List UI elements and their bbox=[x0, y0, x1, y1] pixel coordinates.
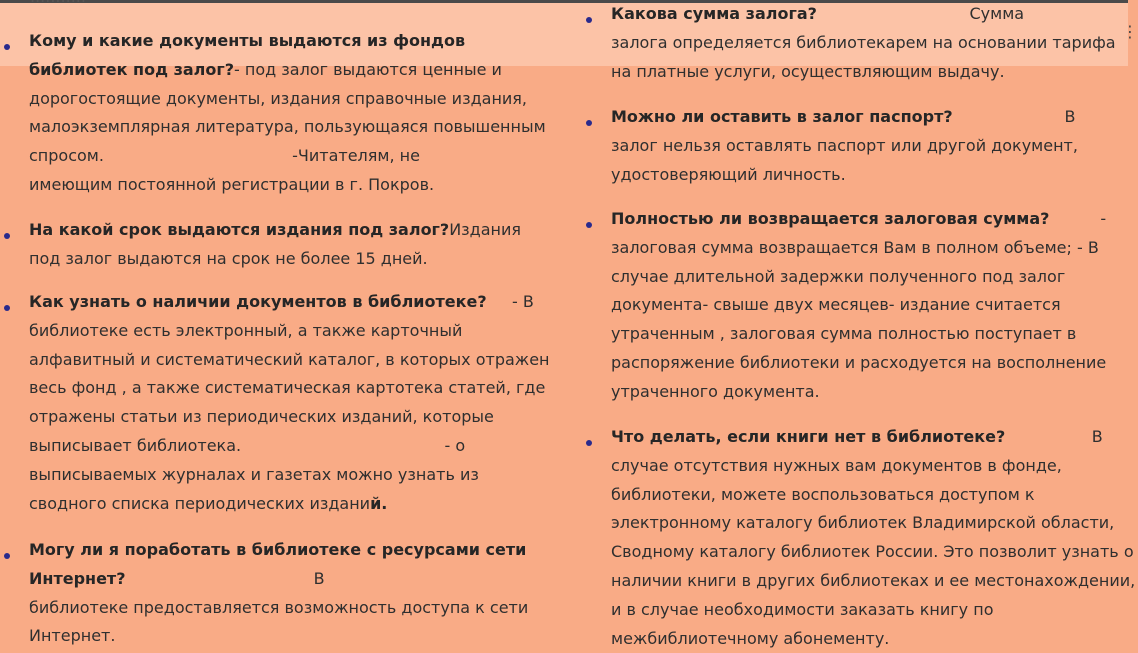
cropped-top-text bbox=[30, 0, 86, 6]
faq-line bbox=[611, 58, 1116, 87]
faq-answer: В bbox=[952, 107, 1076, 126]
faq-answer: малоэкземплярная литература, пользующаяся повышенным bbox=[29, 117, 546, 137]
faq-text bbox=[29, 216, 521, 274]
faq-line bbox=[29, 85, 546, 114]
faq-answer: - bbox=[1049, 209, 1107, 228]
faq-answer: имеющим постоянной регистрации в г. Покров. bbox=[29, 174, 435, 194]
faq-answer: библиотеке предоставляется возможность доступа к сети bbox=[29, 597, 529, 617]
faq-text bbox=[611, 205, 1106, 407]
faq-line bbox=[29, 216, 521, 245]
faq-line bbox=[29, 56, 546, 85]
faq-line bbox=[611, 132, 1078, 161]
faq-line bbox=[29, 432, 550, 461]
faq-item bbox=[582, 423, 1135, 653]
faq-line bbox=[611, 538, 1135, 567]
faq-line bbox=[29, 565, 528, 594]
faq-answer: - В bbox=[486, 292, 534, 311]
faq-answer: на платные услуги, осуществляющим выдачу. bbox=[611, 61, 1005, 81]
bullet-icon bbox=[4, 233, 10, 239]
faq-answer: В bbox=[1005, 427, 1103, 446]
faq-item bbox=[0, 288, 550, 518]
faq-answer: распоряжение библиотеки и расходуется на восполнение bbox=[611, 352, 1107, 372]
faq-answer: и в случае необходимости заказать книгу по bbox=[611, 599, 994, 619]
faq-answer: наличии книги в других библиотеках и ее местонахождении, bbox=[611, 570, 1136, 590]
faq-answer: выписывает библиотека. - о bbox=[29, 435, 466, 455]
faq-line bbox=[29, 245, 521, 274]
faq-question: Интернет? bbox=[29, 568, 126, 588]
faq-line bbox=[611, 567, 1135, 596]
faq-answer: спросом. -Читателям, не bbox=[29, 146, 420, 166]
faq-text bbox=[29, 27, 546, 200]
bullet-icon bbox=[4, 305, 10, 311]
faq-line bbox=[29, 594, 528, 623]
faq-line bbox=[611, 596, 1135, 625]
faq-answer: Интернет. bbox=[29, 626, 116, 646]
faq-line bbox=[611, 103, 1078, 132]
faq-question: Кому и какие документы выдаются из фондов bbox=[29, 31, 466, 50]
faq-answer: случае длительной задержки полученного под залог bbox=[611, 266, 1066, 286]
faq-item bbox=[0, 536, 528, 651]
faq-answer: сводного списка периодических издани bbox=[29, 493, 371, 513]
faq-answer-bold: й. bbox=[370, 493, 388, 513]
faq-text bbox=[611, 103, 1078, 189]
faq-answer: удостоверяющий личность. bbox=[611, 164, 846, 184]
faq-line bbox=[29, 374, 550, 403]
faq-line bbox=[611, 29, 1116, 58]
faq-answer: - под залог выдаются ценные и bbox=[234, 59, 502, 79]
faq-line bbox=[611, 423, 1135, 452]
faq-line bbox=[29, 536, 528, 565]
faq-item bbox=[582, 0, 1116, 86]
bullet-icon bbox=[4, 553, 10, 559]
faq-question: Могу ли я поработать в библиотеке с ресурсами сети bbox=[29, 540, 527, 559]
faq-answer: документа- свыше двух месяцев- издание считается bbox=[611, 295, 1061, 315]
faq-answer: отражены статьи из периодических изданий, которые bbox=[29, 407, 494, 427]
bullet-icon bbox=[4, 44, 10, 50]
bullet-icon bbox=[586, 440, 592, 446]
bullet-icon bbox=[586, 120, 592, 126]
bullet-icon bbox=[586, 222, 592, 228]
faq-line bbox=[611, 320, 1106, 349]
faq-question: На какой срок выдаются издания под залог? bbox=[29, 220, 450, 239]
faq-text bbox=[611, 423, 1135, 653]
faq-question: Можно ли оставить в залог паспорт? bbox=[611, 107, 953, 126]
faq-line bbox=[29, 403, 550, 432]
faq-line bbox=[29, 288, 550, 317]
faq-answer: межбиблиотечному абонементу. bbox=[611, 628, 890, 648]
faq-text bbox=[29, 288, 550, 518]
faq-line bbox=[611, 291, 1106, 320]
faq-line bbox=[611, 481, 1135, 510]
faq-text bbox=[611, 0, 1116, 86]
faq-answer: залог нельзя оставлять паспорт или другой документ, bbox=[611, 135, 1078, 155]
faq-question: Какова сумма залога? bbox=[611, 4, 817, 23]
edge-mark-icon: ⋮ bbox=[1122, 22, 1138, 41]
faq-line bbox=[611, 161, 1078, 190]
faq-line bbox=[611, 234, 1106, 263]
faq-answer: алфавитный и систематический каталог, в которых отражен bbox=[29, 349, 550, 369]
faq-line bbox=[611, 263, 1106, 292]
faq-line bbox=[29, 113, 546, 142]
faq-answer: Сводному каталогу библиотек России. Это позволит узнать о bbox=[611, 542, 1134, 562]
faq-answer: весь фонд , а также систематическая картотека статей, где bbox=[29, 378, 546, 398]
faq-item bbox=[582, 103, 1078, 189]
faq-answer: под залог выдаются на срок не более 15 дней. bbox=[29, 248, 428, 268]
faq-item bbox=[0, 27, 546, 200]
faq-answer: случае отсутствия нужных вам документов в фонде, bbox=[611, 455, 1062, 475]
faq-question: Как узнать о наличии документов в библиотеке? bbox=[29, 292, 487, 311]
faq-line bbox=[29, 346, 550, 375]
faq-answer: выписываемых журналах и газетах можно узнать из bbox=[29, 464, 479, 484]
faq-line bbox=[29, 461, 550, 490]
faq-answer: библиотеки, можете воспользоваться доступом к bbox=[611, 484, 1035, 504]
faq-line bbox=[611, 0, 1116, 29]
faq-line bbox=[611, 205, 1106, 234]
faq-text bbox=[29, 536, 528, 651]
faq-line bbox=[611, 625, 1135, 653]
faq-question: библиотек под залог? bbox=[29, 59, 235, 79]
faq-answer: электронному каталогу библиотек Владимирской области, bbox=[611, 513, 1115, 533]
faq-line bbox=[611, 378, 1106, 407]
faq-item bbox=[0, 216, 521, 274]
faq-answer: дорогостоящие документы, издания справочные издания, bbox=[29, 88, 528, 108]
faq-answer: библиотеке есть электронный, а также карточный bbox=[29, 320, 463, 340]
faq-line bbox=[29, 490, 550, 519]
faq-answer: В bbox=[125, 568, 325, 588]
faq-line bbox=[611, 509, 1135, 538]
bullet-icon bbox=[586, 17, 592, 23]
faq-answer: залоговая сумма возвращается Вам в полном объеме; - В bbox=[611, 237, 1099, 257]
faq-line bbox=[29, 27, 546, 56]
faq-answer: Сумма bbox=[816, 4, 1025, 23]
faq-answer: залога определяется библиотекарем на основании тарифа bbox=[611, 32, 1116, 52]
faq-line bbox=[29, 171, 546, 200]
faq-item bbox=[582, 205, 1106, 407]
faq-line bbox=[29, 142, 546, 171]
faq-answer: Издания bbox=[449, 220, 522, 239]
faq-answer: утраченным , залоговая сумма полностью поступает в bbox=[611, 324, 1077, 344]
faq-line bbox=[611, 452, 1135, 481]
faq-line bbox=[29, 622, 528, 651]
faq-line bbox=[611, 349, 1106, 378]
faq-question: Полностью ли возвращается залоговая сумма? bbox=[611, 209, 1050, 228]
faq-line bbox=[29, 317, 550, 346]
faq-question: Что делать, если книги нет в библиотеке? bbox=[611, 427, 1006, 446]
faq-answer: утраченного документа. bbox=[611, 381, 820, 401]
